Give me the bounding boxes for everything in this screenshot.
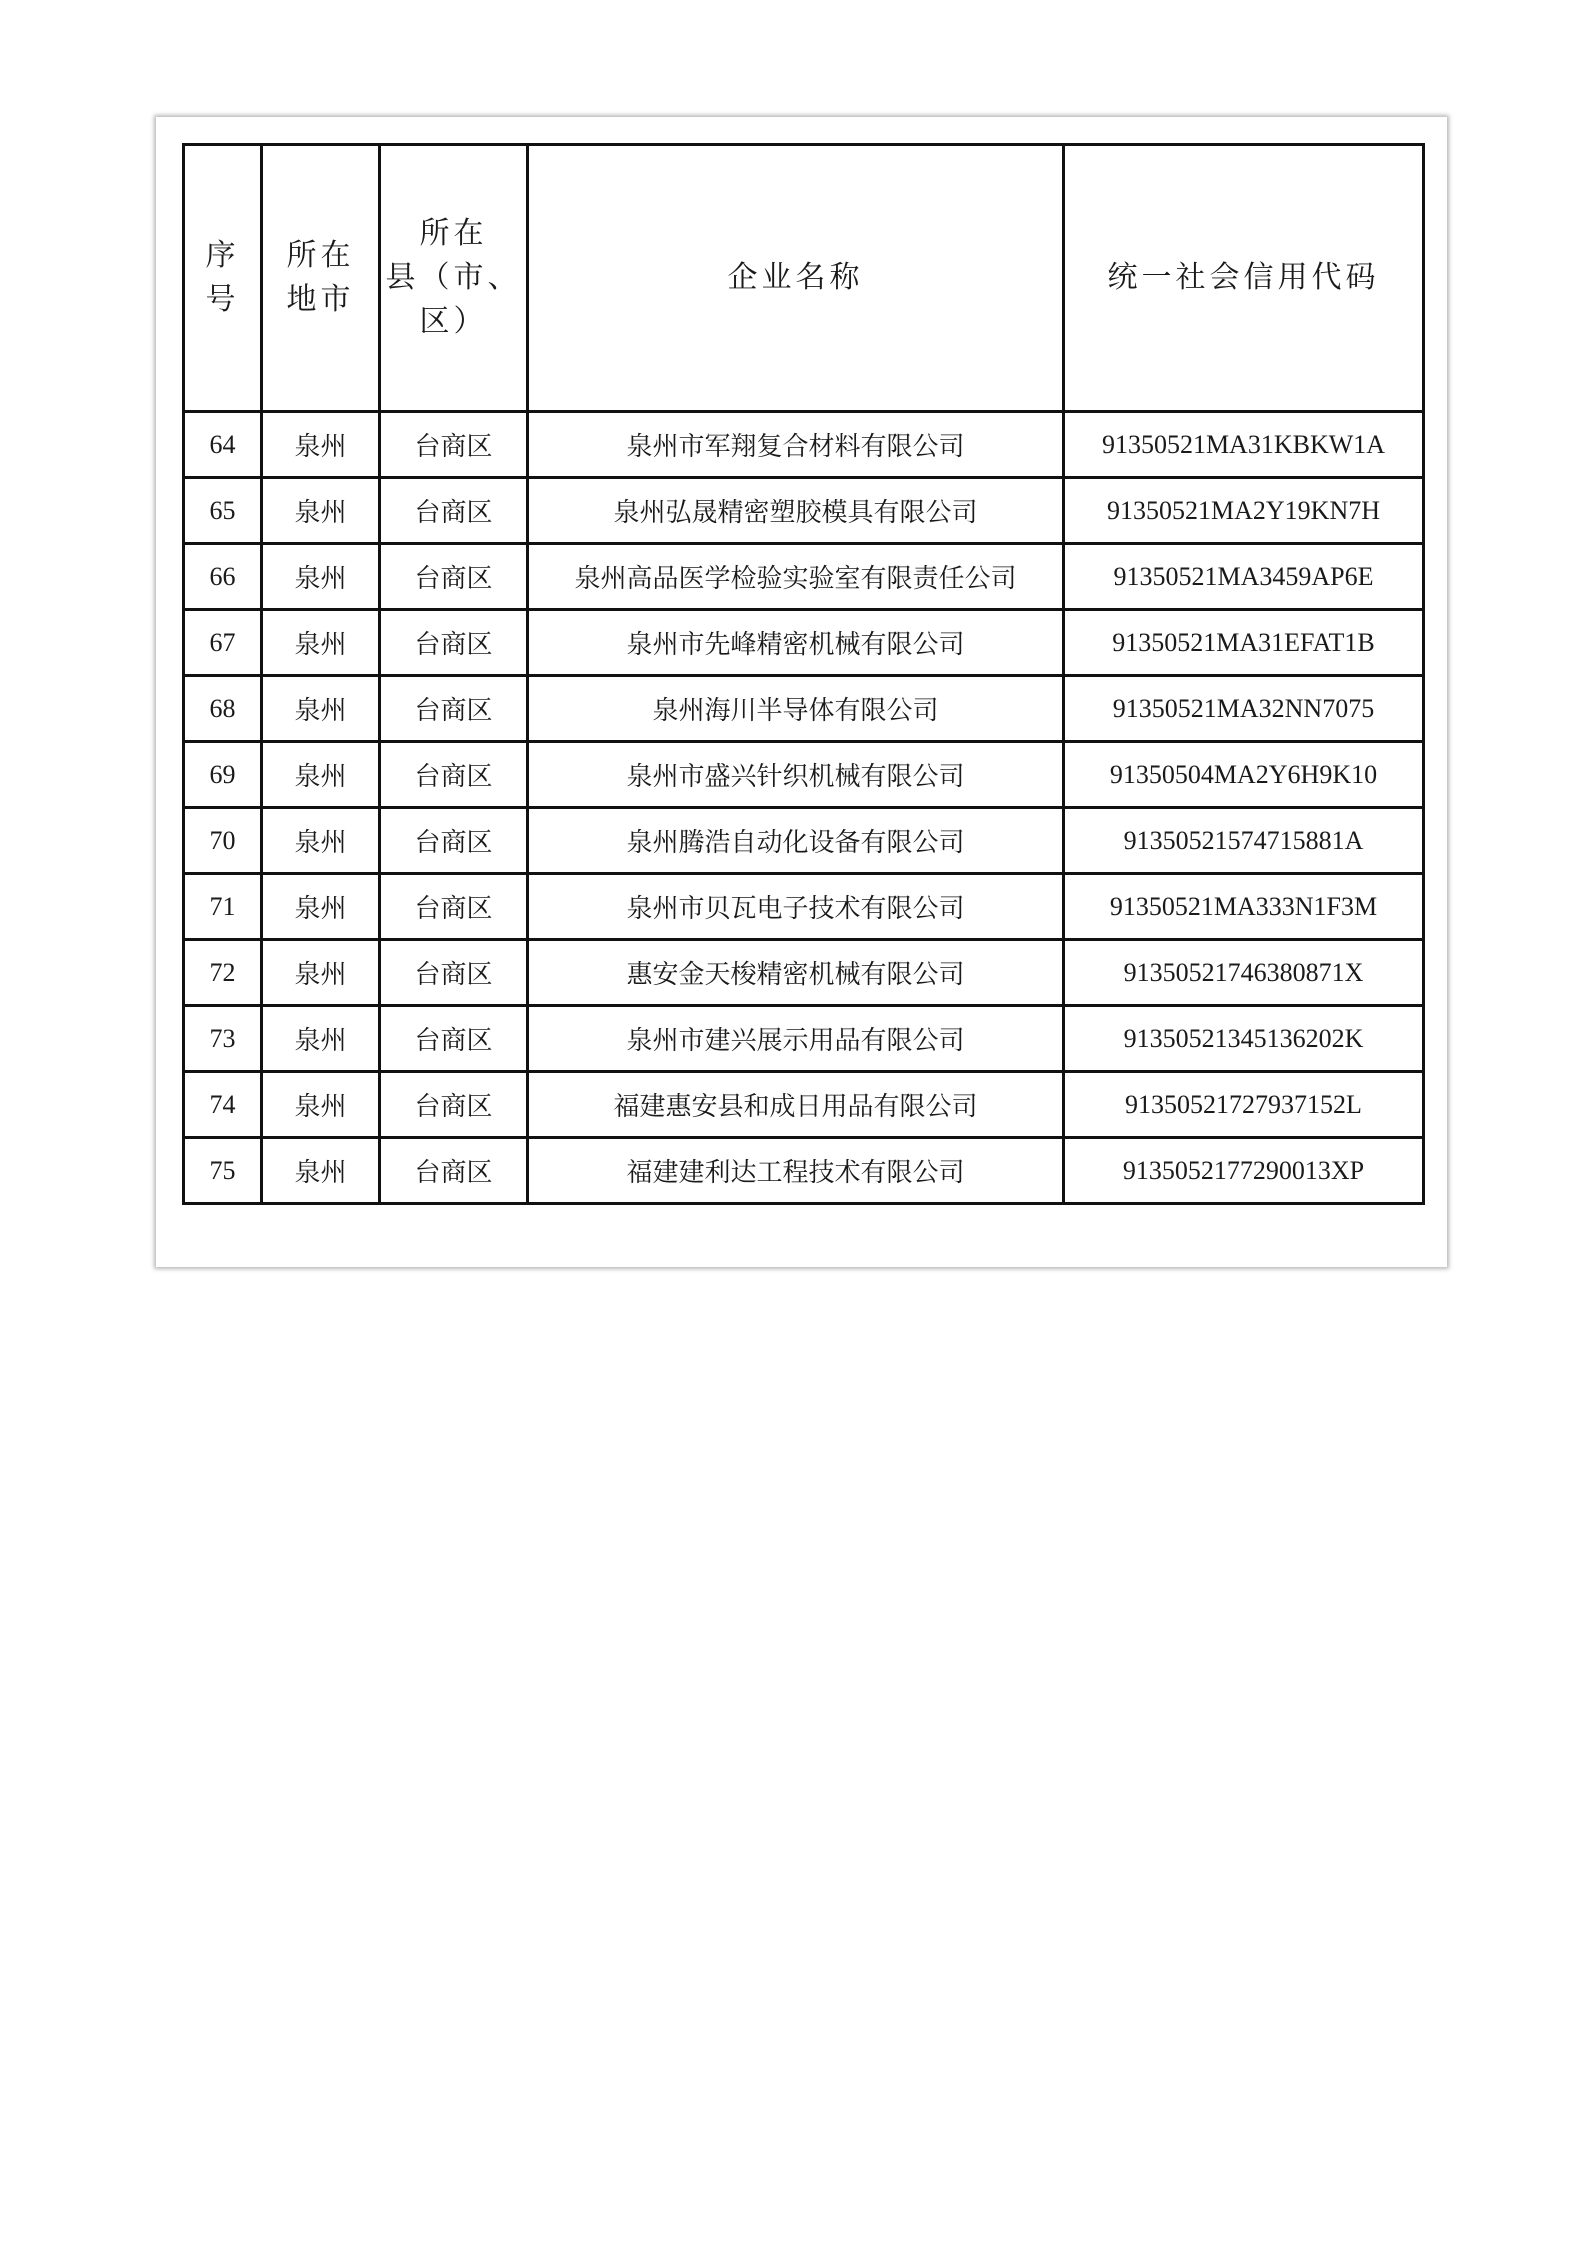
cell-company: 泉州市贝瓦电子技术有限公司	[528, 874, 1064, 940]
cell-code: 91350521345136202K	[1064, 1006, 1424, 1072]
cell-company: 福建惠安县和成日用品有限公司	[528, 1072, 1064, 1138]
cell-county: 台商区	[380, 1138, 528, 1204]
cell-no: 68	[184, 676, 262, 742]
cell-city: 泉州	[262, 544, 380, 610]
cell-no: 74	[184, 1072, 262, 1138]
cell-code: 91350521MA2Y19KN7H	[1064, 478, 1424, 544]
cell-company: 泉州市建兴展示用品有限公司	[528, 1006, 1064, 1072]
cell-no: 66	[184, 544, 262, 610]
enterprise-table	[182, 143, 1425, 1205]
table-row	[184, 676, 1424, 742]
cell-county: 台商区	[380, 1006, 528, 1072]
cell-code: 91350521727937152L	[1064, 1072, 1424, 1138]
cell-code: 91350521MA3459AP6E	[1064, 544, 1424, 610]
cell-county: 台商区	[380, 874, 528, 940]
table-row	[184, 874, 1424, 940]
cell-city: 泉州	[262, 610, 380, 676]
cell-code: 91350521MA32NN7075	[1064, 676, 1424, 742]
cell-county: 台商区	[380, 478, 528, 544]
cell-county: 台商区	[380, 412, 528, 478]
cell-city: 泉州	[262, 742, 380, 808]
cell-no: 75	[184, 1138, 262, 1204]
cell-county: 台商区	[380, 742, 528, 808]
document-page	[156, 117, 1447, 1267]
cell-code: 91350521574715881A	[1064, 808, 1424, 874]
cell-code: 9135052177290013XP	[1064, 1138, 1424, 1204]
cell-city: 泉州	[262, 412, 380, 478]
cell-company: 泉州弘晟精密塑胶模具有限公司	[528, 478, 1064, 544]
cell-code: 91350521MA31EFAT1B	[1064, 610, 1424, 676]
cell-county: 台商区	[380, 1072, 528, 1138]
header-city: 所在 地市	[262, 145, 380, 412]
table-header-row	[184, 145, 1424, 412]
cell-company: 泉州市先峰精密机械有限公司	[528, 610, 1064, 676]
table-row	[184, 1138, 1424, 1204]
table-row	[184, 610, 1424, 676]
cell-city: 泉州	[262, 808, 380, 874]
cell-company: 泉州腾浩自动化设备有限公司	[528, 808, 1064, 874]
cell-county: 台商区	[380, 544, 528, 610]
cell-county: 台商区	[380, 808, 528, 874]
table-row	[184, 742, 1424, 808]
cell-no: 69	[184, 742, 262, 808]
cell-city: 泉州	[262, 1072, 380, 1138]
table-row	[184, 1006, 1424, 1072]
table-row	[184, 544, 1424, 610]
cell-no: 70	[184, 808, 262, 874]
cell-code: 91350521MA31KBKW1A	[1064, 412, 1424, 478]
cell-company: 泉州海川半导体有限公司	[528, 676, 1064, 742]
cell-no: 67	[184, 610, 262, 676]
cell-company: 惠安金天梭精密机械有限公司	[528, 940, 1064, 1006]
cell-company: 泉州市军翔复合材料有限公司	[528, 412, 1064, 478]
cell-city: 泉州	[262, 1138, 380, 1204]
cell-county: 台商区	[380, 676, 528, 742]
cell-no: 73	[184, 1006, 262, 1072]
cell-company: 福建建利达工程技术有限公司	[528, 1138, 1064, 1204]
cell-city: 泉州	[262, 874, 380, 940]
cell-no: 72	[184, 940, 262, 1006]
cell-city: 泉州	[262, 676, 380, 742]
cell-city: 泉州	[262, 1006, 380, 1072]
header-no: 序 号	[184, 145, 262, 412]
table-row	[184, 412, 1424, 478]
header-company: 企业名称	[528, 145, 1064, 412]
cell-no: 71	[184, 874, 262, 940]
cell-code: 91350504MA2Y6H9K10	[1064, 742, 1424, 808]
cell-code: 91350521MA333N1F3M	[1064, 874, 1424, 940]
table-row	[184, 478, 1424, 544]
cell-county: 台商区	[380, 610, 528, 676]
cell-city: 泉州	[262, 478, 380, 544]
cell-city: 泉州	[262, 940, 380, 1006]
cell-company: 泉州市盛兴针织机械有限公司	[528, 742, 1064, 808]
table-row	[184, 940, 1424, 1006]
header-county: 所在 县（市、 区）	[380, 145, 528, 412]
table-row	[184, 1072, 1424, 1138]
cell-county: 台商区	[380, 940, 528, 1006]
cell-company: 泉州高品医学检验实验室有限责任公司	[528, 544, 1064, 610]
header-code: 统一社会信用代码	[1064, 145, 1424, 412]
cell-no: 64	[184, 412, 262, 478]
table-body	[184, 412, 1424, 1204]
table-row	[184, 808, 1424, 874]
cell-code: 91350521746380871X	[1064, 940, 1424, 1006]
cell-no: 65	[184, 478, 262, 544]
